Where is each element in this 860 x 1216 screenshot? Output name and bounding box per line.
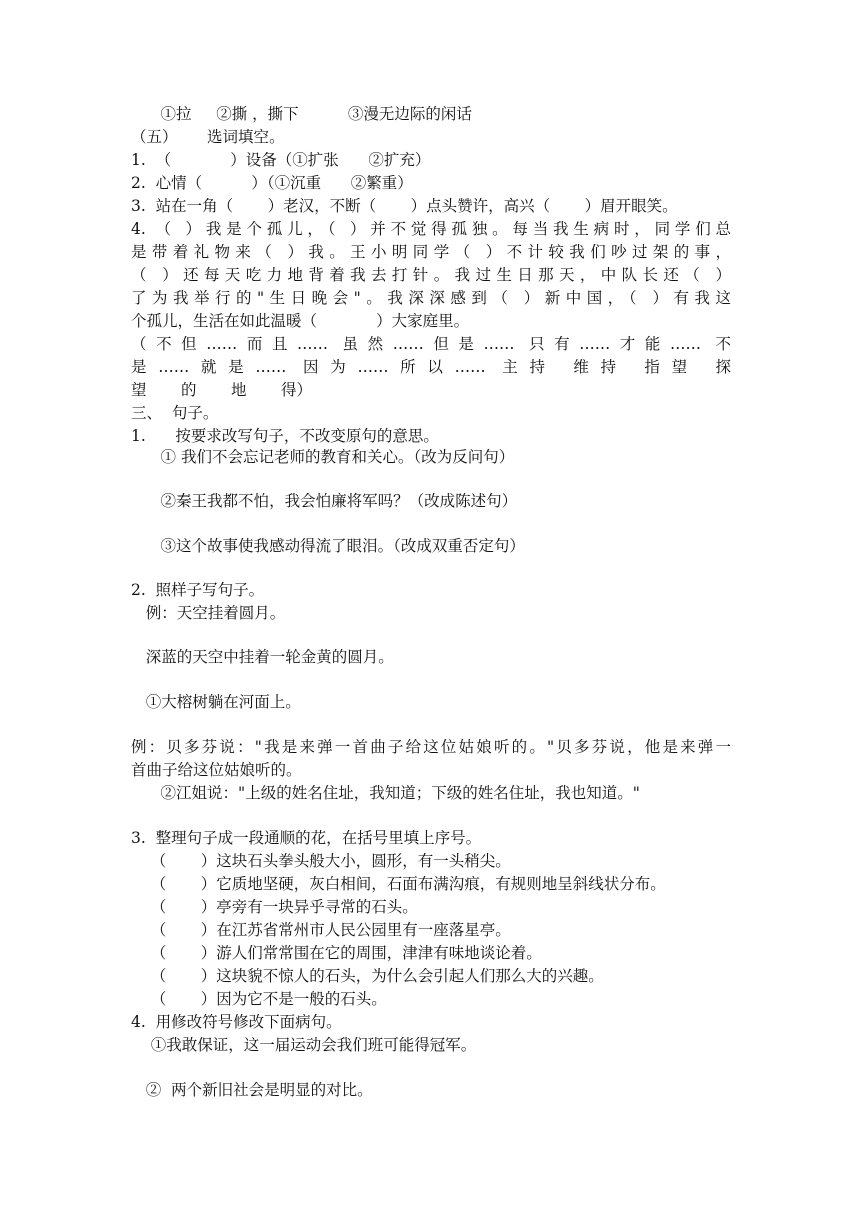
fill-question-4-line: （ ）还每天吃力地背着我去打针。我过生日那天，中队长还（ ） <box>131 266 731 284</box>
fill-question-4-line: 个孤儿，生活在如此温暖（ ）大家庭里。 <box>131 312 470 330</box>
example-2-line-2: 首曲子给这位姑娘听的。 <box>131 761 302 779</box>
order-item: （ ）它质地坚硬，灰白相间，石面布满沟痕，有规则地呈斜线状分布。 <box>131 875 666 893</box>
order-item: （ ）在江苏省常州市人民公园里有一座落星亭。 <box>131 921 511 939</box>
fill-question-2: 2. 心情（ ）（①沉重 ②繁重） <box>131 174 413 192</box>
correction-item-1: ①我敢保证，这一届运动会我们班可能得冠军。 <box>131 1036 477 1054</box>
order-item: （ ）这块貌不惊人的石头，为什么会引起人们那么大的兴趣。 <box>131 967 604 985</box>
part-1-title: 1. 按要求改写句子，不改变原句的意思。 <box>131 427 439 445</box>
example-1: 例：天空挂着圆月。 <box>131 604 286 622</box>
order-item: （ ）因为它不是一般的石头。 <box>131 990 387 1008</box>
rewrite-item-3: ③这个故事使我感动得流了眼泪。（改成双重否定句） <box>131 537 525 555</box>
example-1-result: 深蓝的天空中挂着一轮金黄的圆月。 <box>131 648 394 666</box>
fill-question-3: 3. 站在一角（ ）老汉，不断（ ）点头赞许，高兴（ ）眉开眼笑。 <box>131 197 678 215</box>
imitate-item-2: ②江姐说："上级的姓名住址，我知道；下级的姓名住址，我也知道。" <box>131 784 640 802</box>
order-item: （ ）亭旁有一块异乎寻常的石头。 <box>131 898 418 916</box>
order-item: （ ）这块石头拳头般大小，圆形，有一头稍尖。 <box>131 852 511 870</box>
fill-question-4-line: 是带着礼物来（ ）我。王小明同学（ ）不计较我们吵过架的事， <box>131 243 731 261</box>
word-bank-line: （不但……而且…… 虽然……但是…… 只有……才能…… 不 <box>131 335 731 353</box>
part-3-title: 3. 整理句子成一段通顺的花，在括号里填上序号。 <box>131 829 482 847</box>
section-3-heading: 三、 句子。 <box>131 404 219 422</box>
part-2-title: 2. 照样子写句子。 <box>131 581 265 599</box>
rewrite-item-1: ① 我们不会忘记老师的教育和关心。（改为反问句） <box>131 448 515 466</box>
correction-item-2: ② 两个新旧社会是明显的对比。 <box>131 1081 373 1099</box>
word-meanings-line: ①拉 ②撕 ，撕下 ③漫无边际的闲话 <box>131 105 472 123</box>
word-bank-line: 是……就是…… 因为……所以…… 主持 维持 指望 探 <box>131 358 731 376</box>
imitate-item-1: ①大榕树躺在河面上。 <box>131 693 301 711</box>
section-5-heading: （五） 选词填空。 <box>131 128 285 146</box>
fill-question-4-line: 4. （ ）我是个孤儿，（ ）并不觉得孤独。每当我生病时，同学们总 <box>131 220 731 238</box>
fill-question-4-line: 了为我举行的"生日晚会"。我深深感到（ ）新中国，（ ）有我这 <box>131 289 731 307</box>
order-item: （ ）游人们常常围在它的周围，津津有味地谈论着。 <box>131 944 542 962</box>
part-4-title: 4. 用修改符号修改下面病句。 <box>131 1013 342 1031</box>
word-bank-line: 望 的 地 得） <box>131 381 312 399</box>
rewrite-item-2: ②秦王我都不怕，我会怕廉将军吗？（改成陈述句） <box>131 492 518 510</box>
example-2-line-1: 例：贝多芬说："我是来弹一首曲子给这位姑娘听的。"贝多芬说，他是来弹一 <box>131 738 731 756</box>
fill-question-1: 1. （ ）设备（①扩张 ②扩充） <box>131 151 431 169</box>
